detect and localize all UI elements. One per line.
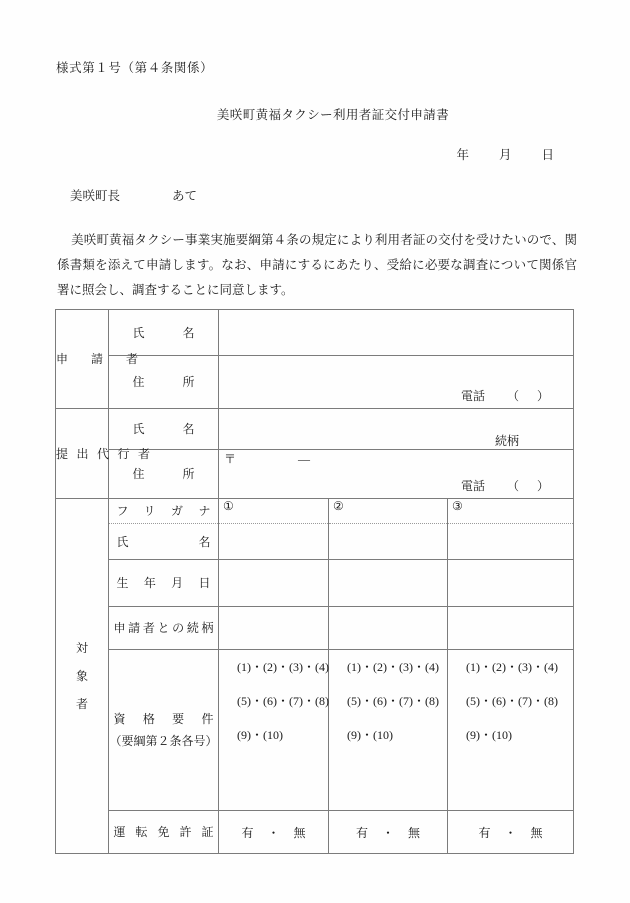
subject-qualification-label — [109, 708, 218, 752]
subject-qualification-options-1[interactable] — [219, 650, 329, 811]
subject-furigana-value-3[interactable] — [448, 499, 574, 524]
subject-section-label — [56, 642, 108, 710]
subject-relation-value-1[interactable] — [219, 607, 329, 650]
license-separator-3: ・ — [504, 825, 517, 840]
proxy-name-label-cell — [109, 409, 219, 450]
proxy-name-label: 氏名 — [132, 422, 195, 436]
subject-name-label: 氏名 — [116, 534, 211, 549]
proxy-address-label: 住所 — [132, 467, 195, 481]
table-row-subject-qualification — [56, 650, 574, 811]
proxy-postal-code — [219, 450, 573, 467]
applicant-address-value[interactable] — [219, 356, 574, 409]
qualification-option-3-row3[interactable]: (9)・(10) — [466, 728, 512, 742]
subject-name-value-3[interactable] — [448, 524, 574, 560]
body-paragraph — [57, 228, 577, 303]
subject-name-value-1[interactable] — [219, 524, 329, 560]
applicant-telephone-close-paren: ） — [537, 389, 550, 403]
form-number: 様式第１号（第４条関係） — [56, 61, 214, 75]
document-title: 美咲町黄福タクシー利用者証交付申請書 — [216, 108, 450, 122]
subject-relation-value-2[interactable] — [329, 607, 448, 650]
license-choice-3 — [478, 826, 542, 840]
table-row-applicant-name — [56, 310, 574, 356]
date-year-label: 年 — [456, 148, 469, 162]
subject-qualification-label-line2: （要綱第２条各号） — [109, 734, 218, 748]
license-separator-1: ・ — [267, 825, 280, 840]
subject-birthdate-label: 生年月日 — [116, 576, 211, 590]
qualification-option-1-row2[interactable]: (5)・(6)・(7)・(8) — [237, 694, 329, 708]
proxy-address-value[interactable] — [219, 450, 574, 499]
date-line — [456, 145, 554, 163]
applicant-section-label: 申請者 — [56, 352, 138, 366]
subject-section-label-char-2: 象 — [75, 669, 88, 683]
subject-birthdate-value-3[interactable] — [448, 560, 574, 607]
subject-section-label-char-3: 者 — [75, 697, 88, 711]
license-no-1[interactable]: 無 — [293, 825, 306, 840]
proxy-relation-label: 続柄 — [495, 434, 520, 448]
proxy-name-value[interactable] — [219, 409, 574, 450]
table-row-subject-name — [56, 524, 574, 560]
license-no-3[interactable]: 無 — [530, 825, 543, 840]
subject-name-label-cell — [109, 524, 219, 560]
proxy-section-label-cell — [56, 409, 150, 499]
license-separator-2: ・ — [381, 825, 394, 840]
license-yes-1[interactable]: 有 — [241, 825, 254, 840]
subject-furigana-label-cell — [109, 499, 219, 524]
subject-birthdate-value-1[interactable] — [219, 560, 329, 607]
applicant-telephone — [219, 387, 573, 408]
applicant-name-label: 氏名 — [132, 325, 195, 340]
proxy-telephone — [219, 467, 573, 498]
subject-license-value-1[interactable] — [219, 811, 329, 854]
subject-relation-value-3[interactable] — [448, 607, 574, 650]
subject-column-marker-1: ① — [223, 499, 234, 513]
qualification-option-1-row3[interactable]: (9)・(10) — [237, 728, 283, 742]
subject-furigana-value-1[interactable] — [219, 499, 329, 524]
qualification-option-1-row1[interactable]: (1)・(2)・(3)・(4) — [237, 660, 329, 674]
qualification-option-list-1 — [219, 650, 328, 752]
proxy-telephone-close-paren: ） — [537, 479, 550, 493]
date-month-label: 月 — [498, 148, 512, 162]
subject-relation-label-cell — [109, 607, 219, 650]
application-table — [55, 309, 574, 854]
subject-furigana-label: フリガナ — [116, 504, 211, 518]
license-choice-2 — [356, 826, 420, 840]
table-row-subject-birthdate — [56, 560, 574, 607]
subject-column-marker-2: ② — [333, 499, 344, 513]
table-row-proxy-name — [56, 409, 574, 450]
applicant-section-label-cell — [56, 310, 138, 409]
addressee-name: 美咲町長 — [70, 189, 121, 203]
subject-relation-label: 申請者との続柄 — [113, 621, 214, 635]
subject-qualification-label-line1: 資格要件 — [113, 712, 214, 726]
applicant-address-label: 住所 — [132, 375, 195, 389]
table-row-subject-relation — [56, 607, 574, 650]
subject-license-label-cell — [109, 811, 219, 854]
table-row-subject-furigana — [56, 499, 574, 524]
subject-furigana-value-2[interactable] — [329, 499, 448, 524]
license-yes-2[interactable]: 有 — [355, 825, 368, 840]
qualification-option-2-row1[interactable]: (1)・(2)・(3)・(4) — [347, 660, 439, 674]
qualification-option-2-row3[interactable]: (9)・(10) — [347, 728, 393, 742]
applicant-name-label-cell — [109, 310, 219, 356]
subject-column-marker-3: ③ — [452, 499, 463, 513]
subject-qualification-options-3[interactable] — [448, 650, 574, 811]
subject-section-label-char-1: 対 — [75, 641, 88, 655]
applicant-name-value[interactable] — [219, 310, 574, 356]
proxy-section-label: 提出代行者 — [56, 446, 150, 461]
qualification-option-2-row2[interactable]: (5)・(6)・(7)・(8) — [347, 694, 439, 708]
table-row-subject-license — [56, 811, 574, 854]
qualification-option-3-row1[interactable]: (1)・(2)・(3)・(4) — [466, 660, 558, 674]
license-choice-1 — [241, 826, 305, 840]
license-no-2[interactable]: 無 — [408, 825, 421, 840]
applicant-telephone-label: 電話 — [460, 389, 485, 403]
applicant-telephone-open-paren: （ — [506, 389, 519, 403]
qualification-option-3-row2[interactable]: (5)・(6)・(7)・(8) — [466, 694, 558, 708]
qualification-option-list-2 — [329, 650, 447, 752]
qualification-option-list-3 — [448, 650, 573, 752]
body-paragraph-text: 美咲町黄福タクシー事業実施要綱第４条の規定により利用者証の交付を受けたいので、関係書類を添えて申請します。なお、申請にするにあたり、受給に必要な調査について関係官署に照会し、調査することに同意します。 — [57, 233, 577, 297]
proxy-telephone-open-paren: （ — [506, 479, 519, 493]
subject-license-value-2[interactable] — [329, 811, 448, 854]
subject-qualification-options-2[interactable] — [329, 650, 448, 811]
proxy-postal-dash: ― — [298, 452, 311, 466]
subject-birthdate-label-cell — [109, 560, 219, 607]
addressee — [70, 186, 197, 204]
date-day-label: 日 — [541, 148, 554, 162]
subject-name-value-2[interactable] — [329, 524, 448, 560]
subject-license-value-3[interactable] — [448, 811, 574, 854]
subject-birthdate-value-2[interactable] — [329, 560, 448, 607]
proxy-telephone-label: 電話 — [460, 479, 485, 493]
subject-qualification-label-cell — [109, 650, 219, 811]
addressee-suffix: あて — [172, 189, 198, 203]
license-yes-3[interactable]: 有 — [478, 825, 491, 840]
postal-mark-icon: 〒 — [224, 452, 237, 466]
subject-license-label: 運転免許証 — [113, 825, 214, 839]
subject-section-label-cell — [56, 499, 109, 854]
